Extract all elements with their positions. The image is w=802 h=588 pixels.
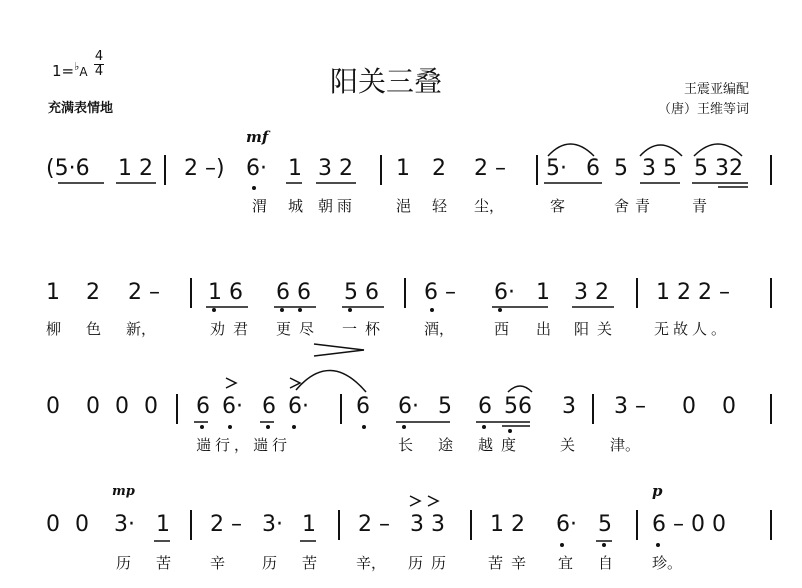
lyric: 津。 [610,436,641,454]
accent-mark [410,496,420,506]
octave-dot [266,425,270,429]
lyric: 轻 [432,197,448,215]
note-group: 1 [46,280,60,305]
lyric: 西 [494,320,510,338]
lyric: 历 [116,554,132,572]
hairpin [314,350,364,356]
note-group: 6· [556,512,577,537]
slur [694,144,742,156]
note-group: 0 [682,394,696,419]
note-group: 5 [598,512,612,537]
note-group: 6 [262,394,276,419]
note-group: 1 2 2 – [656,280,730,305]
note-group: 5 [614,156,628,181]
lyric: 历 [262,554,278,572]
lyric: 酒， [424,320,455,338]
note-group: 2 – [358,512,390,537]
note-group: 5· [546,156,567,181]
note-group: 0 [46,394,60,419]
octave-dot [228,425,232,429]
note-group: 6· [398,394,419,419]
note-group: 1 [536,280,550,305]
note-group: 1 2 [490,512,525,537]
octave-dot [498,308,502,312]
note-group: 5 [438,394,452,419]
note-group: 56 [504,394,532,419]
lyric: 柳 [46,320,62,338]
note-group: 3· [262,512,283,537]
lyric: 新， [126,320,157,338]
note-group: 0 0 [46,512,93,537]
slur [508,386,532,392]
slur [296,370,366,392]
lyric: 青 [692,197,708,215]
key-letter: A [79,65,88,79]
lyric: 朝雨 [318,197,357,215]
lyric: 途 [438,436,454,454]
note-group: 3 2 [574,280,609,305]
note-group: 5 32 [694,156,743,181]
lyric: 更尽 [276,320,323,338]
note-group: 1 6 [208,280,243,305]
octave-dot [362,425,366,429]
note-group: 0 0 0 [86,394,162,419]
meter-bottom: 4 [94,64,104,79]
octave-dot [200,425,204,429]
note-group: 2 [432,156,446,181]
note-group: 2 –) [184,156,225,181]
note-group: 6 – [424,280,456,305]
octave-dot [292,425,296,429]
lyric: 自 [598,554,614,572]
lyric: 尘， [474,197,505,215]
note-group: 3 – [614,394,646,419]
note-group: 6· [494,280,515,305]
octave-dot [508,429,512,433]
meter-top: 4 [94,49,104,64]
octave-dot [560,543,564,547]
note-group: 5 6 [344,280,379,305]
lyric: 辛 [210,554,226,572]
lyric: 浥 [396,197,412,215]
note-group: 2 – [210,512,242,537]
lyric: 遄行，遄行 [196,436,292,454]
lyric: 辛， [356,554,387,572]
octave-dot [348,308,352,312]
lyric: 色 [86,320,102,338]
dynamic-p: p [652,482,663,500]
note-group: 2 – [474,156,506,181]
slur [548,144,594,156]
note-group: 6 6 [276,280,311,305]
note-group: 1 2 [118,156,153,181]
note-group: 6 [196,394,210,419]
dynamic-mp: mp [112,484,135,499]
lyric: 宜 [558,554,574,572]
lyric: 渭 [252,197,268,215]
note-group: 6 – 0 0 [652,512,726,537]
lyric: 阳关 [574,320,621,338]
note-group: 6· [246,156,267,181]
octave-dot [482,425,486,429]
lyric: 一杯 [342,320,389,338]
octave-dot [280,308,284,312]
note-group: 1 [288,156,302,181]
lyric: 越度 [478,436,525,454]
lyric: 长 [398,436,414,454]
hairpin [314,344,364,350]
note-group: 6· [222,394,243,419]
page-title: 阳关三叠 [330,65,443,98]
dynamic-mf: mf [246,128,269,146]
lyric: 无故人。 [654,320,731,338]
note-group: 6 [356,394,370,419]
lyric: 历历 [408,554,455,572]
flat-sign: ♭ [74,60,80,73]
slur [640,145,682,156]
note-group: 1 [156,512,170,537]
lyric: 苦 [156,554,172,572]
note-group: 3 5 [642,156,677,181]
note-group: 6 [586,156,600,181]
lyric: 珍。 [652,554,683,572]
octave-dot [656,543,660,547]
lyric: 城 [288,197,304,215]
note-group: 3 3 [410,512,445,537]
octave-dot [252,186,256,190]
accent-mark [428,496,438,506]
lyric: 客 [550,197,566,215]
note-group: 2 – [128,280,160,305]
note-group: 3 2 [318,156,353,181]
octave-dot [402,425,406,429]
accent-mark [226,378,236,388]
key-prefix: 1= [52,62,75,80]
note-group: 1 [302,512,316,537]
octave-dot [430,308,434,312]
note-group: (5·6 [46,156,90,181]
lyric: 劝君 [210,320,257,338]
lyric: 舍青 [614,197,657,215]
lyricist-credit: （唐）王维等词 [658,102,750,117]
arranger-credit: 王震亚编配 [684,82,750,97]
lyric: 关 [560,436,576,454]
note-group: 6 [478,394,492,419]
note-group: 0 [722,394,736,419]
note-group: 6· [288,394,309,419]
octave-dot [212,308,216,312]
lyric: 出 [536,320,552,338]
note-group: 3 [562,394,576,419]
note-group: 3· [114,512,135,537]
lyric: 苦 [302,554,318,572]
octave-dot [602,543,606,547]
lyric: 苦辛 [488,554,535,572]
note-group: 2 [86,280,100,305]
octave-dot [298,308,302,312]
expression-mark: 充满表情地 [48,101,114,116]
note-group: 1 [396,156,410,181]
